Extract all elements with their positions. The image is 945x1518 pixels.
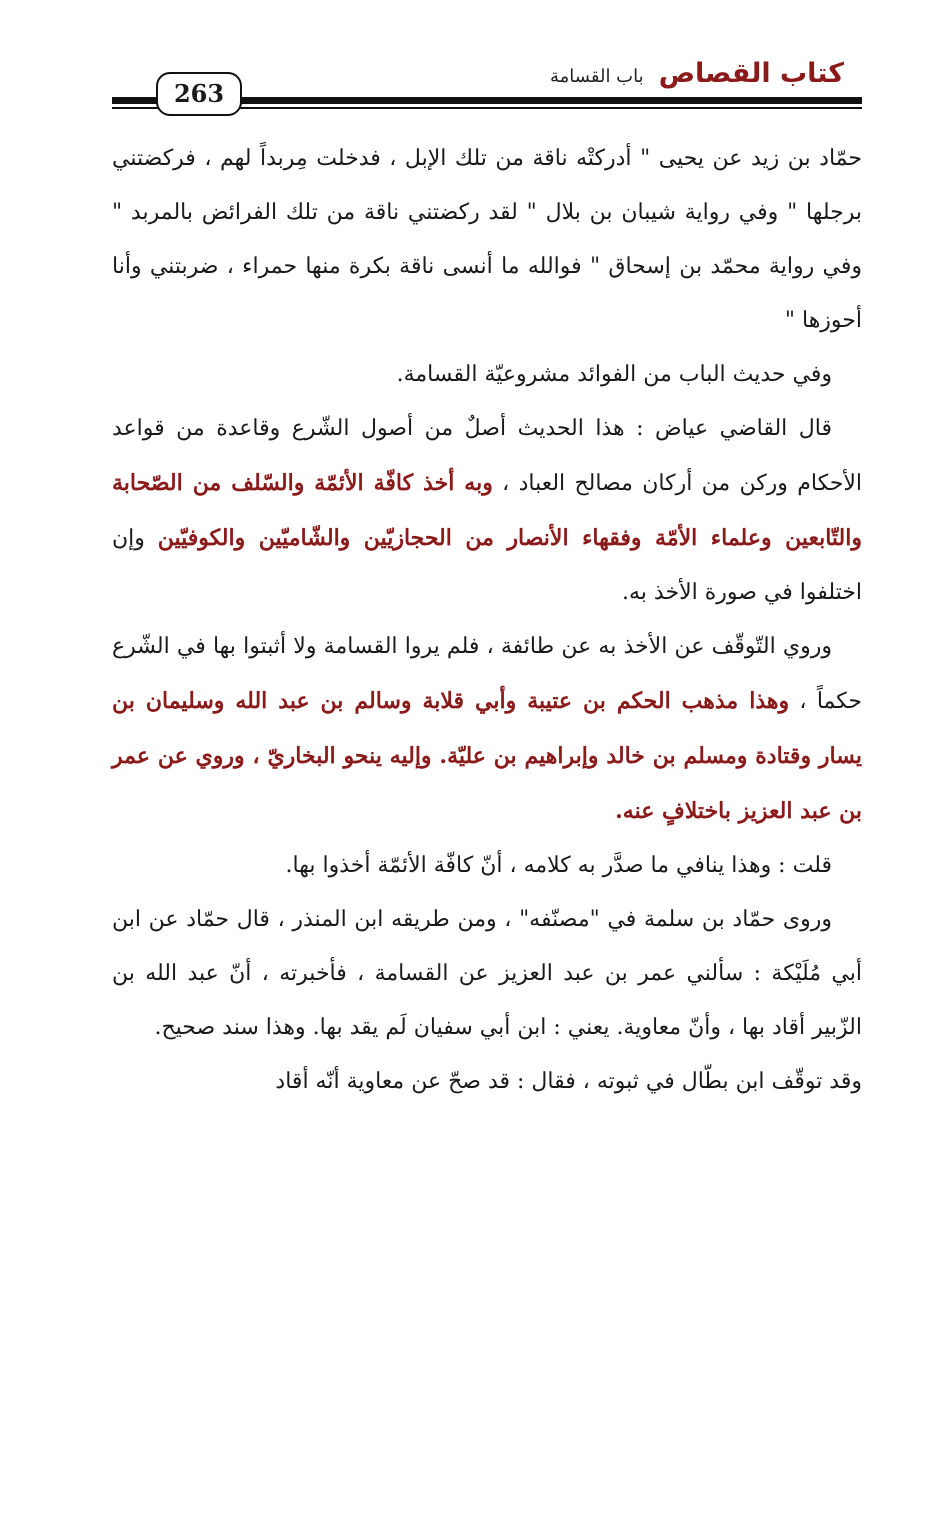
- chapter-title: باب القسامة: [550, 66, 644, 87]
- text-run: وروي التّوقّف عن الأخذ به عن طائفة ، فلم يروا القسامة ولا أثبتوا بها في الشّرع حكماً ،: [112, 634, 862, 714]
- text-run: وروى حمّاد بن سلمة في "مصنّفه" ، ومن طريقه ابن المنذر ، قال حمّاد عن ابن أبي مُلَيْكة : سألني عمر بن عبد العزيز عن القسامة ، فأخبرته ، أنّ عبد الله بن الزّبير أقاد بها ، وأنّ معاوية. يعني : ابن أبي سفيان لَم يقد بها. وهذا سند صحيح.: [112, 907, 862, 1040]
- paragraph-6: [112, 893, 862, 1055]
- paragraph-7: [112, 1055, 862, 1109]
- text-run: حمّاد بن زيد عن يحيى " أدركتْه ناقة من تلك الإبل ، فدخلت مِربداً لهم ، فركضتني برجلها " وفي رواية شيبان بن بلال " لقد ركضتني ناقة من تلك الفرائض بالمربد " وفي رواية محمّد بن إسحاق " فوالله ما أنسى ناقة بكرة منها حمراء ، ضربتني وأنا أحوزها ": [112, 146, 862, 333]
- text-run: وفي حديث الباب من الفوائد مشروعيّة القسامة.: [396, 362, 832, 387]
- text-run: قلت : وهذا ينافي ما صدَّر به كلامه ، أنّ كافّة الأئمّة أخذوا بها.: [285, 853, 832, 878]
- page-number: 263: [156, 72, 242, 116]
- emphasized-text: وهذا مذهب الحكم بن عتيبة وأبي قلابة وسالم بن عبد الله وسليمان بن يسار وقتادة ومسلم بن خالد وإبراهيم بن عليّة. وإليه ينحو البخاريّ ، وروي عن عمر بن عبد العزيز باختلافٍ عنه.: [112, 688, 862, 824]
- paragraph-3: [112, 402, 862, 620]
- text-run: وقد توقّف ابن بطّال في ثبوته ، فقال : قد صحّ عن معاوية أنّه أقاد: [275, 1069, 862, 1094]
- book-title: كتاب القصاص: [658, 58, 844, 89]
- paragraph-4: [112, 620, 862, 839]
- text-run: وإن اختلفوا في صورة الأخذ به.: [112, 526, 862, 605]
- page-header: [112, 50, 862, 120]
- paragraph-5: [112, 839, 862, 893]
- emphasized-text: وبه أخذ كافّة الأئمّة والسّلف من الصّحابة والتّابعين وعلماء الأمّة وفقهاء الأنصار من الحجازيّين والشّاميّين والكوفيّين: [112, 470, 862, 551]
- paragraph-2: [112, 348, 862, 402]
- running-title: [550, 58, 844, 89]
- body-text: [112, 132, 862, 1109]
- text-run: قال القاضي عياض : هذا الحديث أصلٌ من أصول الشّرع وقاعدة من قواعد الأحكام وركن من أركان مصالح العباد ،: [112, 416, 862, 496]
- paragraph-1: [112, 132, 862, 348]
